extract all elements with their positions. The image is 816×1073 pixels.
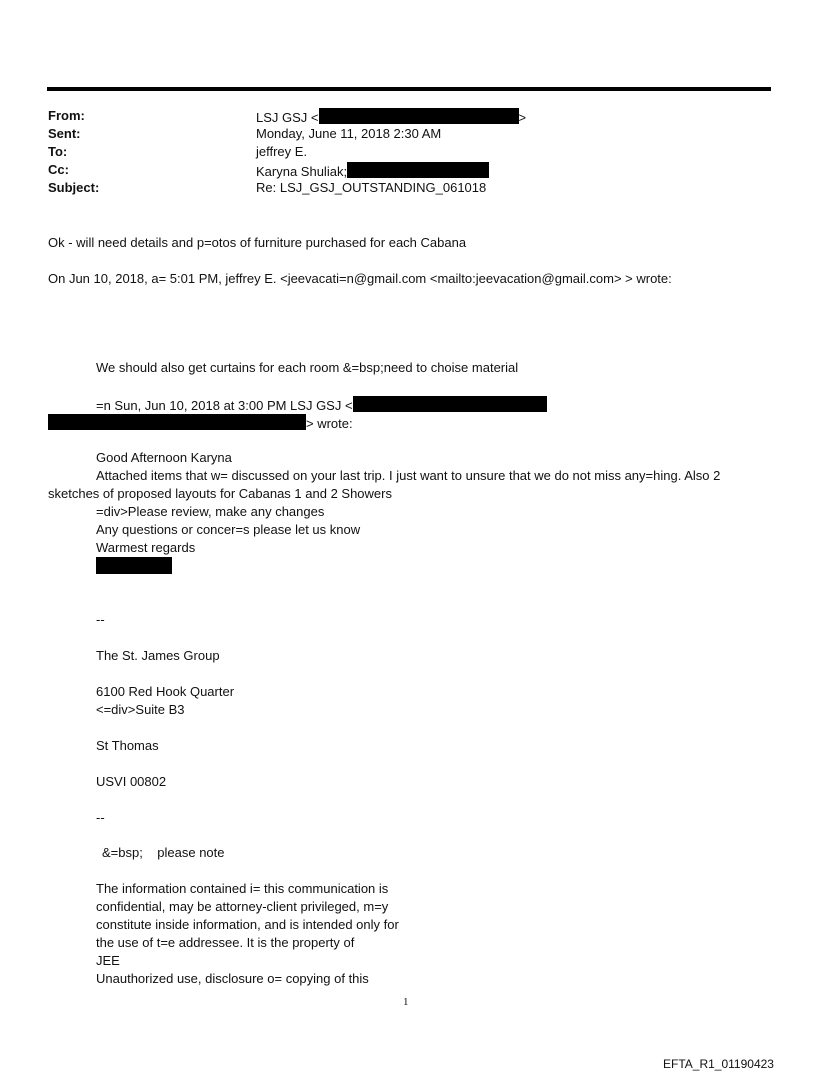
company-name: The St. James Group (96, 648, 220, 663)
quote2-intro (96, 396, 547, 413)
sig-separator: -- (96, 612, 105, 627)
reply-text: Ok - will need details and p=otos of furniture purchased for each Cabana (48, 235, 467, 250)
address-line1: 6100 Red Hook Quarter (96, 684, 235, 699)
from-close: > (518, 110, 527, 125)
disclaimer-line: confidential, may be attorney-client privileged, m=y (96, 899, 389, 914)
questions-text: Any questions or concer=s please let us know (96, 522, 361, 537)
to-value: jeffrey E. (256, 144, 308, 159)
disclaimer-line: Unauthorized use, disclosure o= copying of this (96, 971, 369, 986)
address-line2: <=div>Suite B3 (96, 702, 185, 717)
to-label: To: (48, 144, 68, 159)
redaction-box (319, 108, 519, 124)
document-id: EFTA_R1_01190423 (663, 1057, 774, 1071)
disclaimer-line: The information contained i= this communication is (96, 881, 389, 896)
page-number: 1 (403, 996, 409, 1008)
from-label: From: (48, 108, 85, 123)
signature-redaction (96, 557, 172, 575)
regards-text: Warmest regards (96, 540, 196, 555)
curtains-text: We should also get curtains for each room &=bsp;need to choise material (96, 360, 519, 375)
disclaimer-line: constitute inside information, and is intended only for (96, 917, 399, 932)
sig-separator: -- (96, 810, 105, 825)
header-rule (47, 87, 771, 91)
para1a: Attached items that w= discussed on your last trip. I just want to unsure that we do not miss any=hing. Also 2 (96, 468, 721, 483)
quote2-wrote-line (48, 414, 353, 431)
quote2-intro-text: =n Sun, Jun 10, 2018 at 3:00 PM LSJ GSJ < (96, 398, 353, 413)
from-name: LSJ GSJ < (256, 110, 319, 125)
from-value (256, 108, 526, 125)
redaction-box (48, 414, 306, 430)
disclaimer-line: JEE (96, 953, 120, 968)
sent-value: Monday, June 11, 2018 2:30 AM (256, 126, 442, 141)
subject-label: Subject: (48, 180, 100, 195)
redaction-box (347, 162, 489, 178)
redaction-box (353, 396, 547, 412)
address-zip: USVI 00802 (96, 774, 167, 789)
note-text: &=bsp; please note (102, 845, 225, 860)
cc-value (256, 162, 489, 179)
para1b: sketches of proposed layouts for Cabanas 1 and 2 Showers (48, 486, 392, 501)
address-city: St Thomas (96, 738, 159, 753)
subject-value: Re: LSJ_GSJ_OUTSTANDING_061018 (256, 180, 487, 195)
quote-intro: On Jun 10, 2018, a= 5:01 PM, jeffrey E. <jeevacati=n@gmail.com <mailto:jeevacation@gmail.com> > wrote: (48, 271, 672, 286)
cc-label: Cc: (48, 162, 69, 177)
cc-name: Karyna Shuliak; (256, 164, 348, 179)
sent-label: Sent: (48, 126, 81, 141)
review-text: =div>Please review, make any changes (96, 504, 325, 519)
redaction-box (96, 557, 172, 574)
quote2-wrote: > wrote: (306, 416, 353, 431)
disclaimer-line: the use of t=e addressee. It is the property of (96, 935, 355, 950)
greeting: Good Afternoon Karyna (96, 450, 232, 465)
